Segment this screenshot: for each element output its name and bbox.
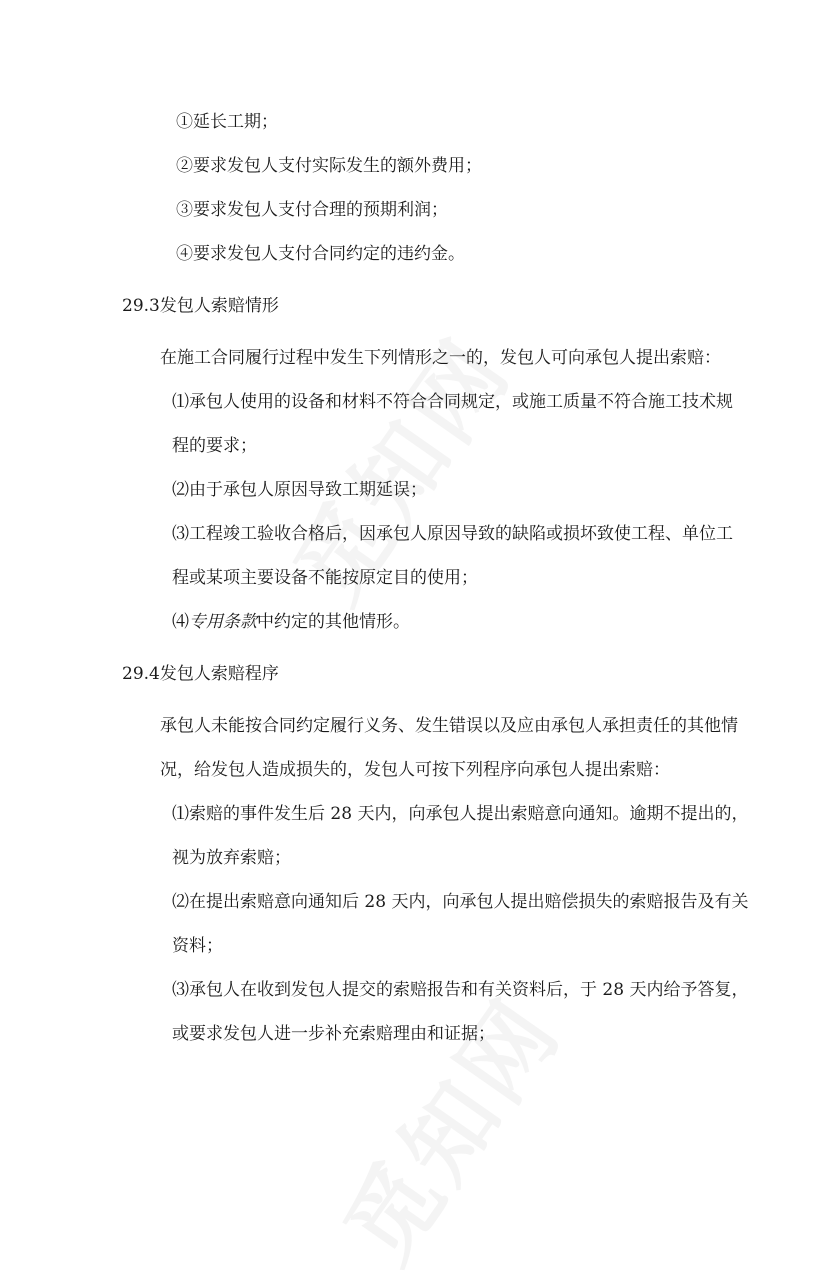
- list-item: ⑶承包人在收到发包人提交的索赔报告和有关资料后，于 28 天内给予答复，: [172, 980, 749, 1000]
- list-marker: ⑷: [172, 612, 189, 632]
- list-item: ⑵在提出索赔意向通知后 28 天内，向承包人提出赔偿损失的索赔报告及有关: [172, 892, 749, 912]
- paragraph: 在施工合同履行过程中发生下列情形之一的，发包人可向承包人提出索赔：: [160, 348, 721, 368]
- list-item-continuation: 程的要求；: [172, 436, 257, 456]
- list-item-text: 中约定的其他情形。: [257, 612, 410, 632]
- list-item: ①延长工期；: [176, 112, 278, 132]
- list-item: ②要求发包人支付实际发生的额外费用；: [176, 156, 482, 176]
- watermark: [309, 968, 586, 1284]
- list-item: ⑵由于承包人原因导致工期延误；: [172, 480, 427, 500]
- section-heading: 29.3发包人索赔情形: [122, 296, 279, 316]
- list-item-continuation: 资料；: [172, 936, 223, 956]
- list-item-continuation: 或要求发包人进一步补充索赔理由和证据；: [172, 1024, 495, 1044]
- paragraph-continuation: 况，给发包人造成损失的，发包人可按下列程序向承包人提出索赔：: [160, 760, 670, 780]
- list-item: [172, 611, 410, 633]
- paragraph: 承包人未能按合同约定履行义务、发生错误以及应由承包人承担责任的其他情: [160, 716, 738, 736]
- list-item-continuation: 程或某项主要设备不能按原定目的使用；: [172, 568, 478, 588]
- list-item: ⑴承包人使用的设备和材料不符合合同规定，或施工质量不符合施工技术规: [172, 392, 733, 412]
- list-item: ⑴索赔的事件发生后 28 天内，向承包人提出索赔意向通知。逾期不提出的，: [172, 804, 749, 824]
- list-item-continuation: 视为放弃索赔；: [172, 848, 291, 868]
- list-item: ⑶工程竣工验收合格后，因承包人原因导致的缺陷或损坏致使工程、单位工: [172, 524, 733, 544]
- term-special-clause: 专用条款: [189, 612, 257, 632]
- list-item: ④要求发包人支付合同约定的违约金。: [176, 244, 465, 264]
- section-heading: 29.4发包人索赔程序: [122, 664, 279, 684]
- list-item: ③要求发包人支付合理的预期利润；: [176, 200, 448, 220]
